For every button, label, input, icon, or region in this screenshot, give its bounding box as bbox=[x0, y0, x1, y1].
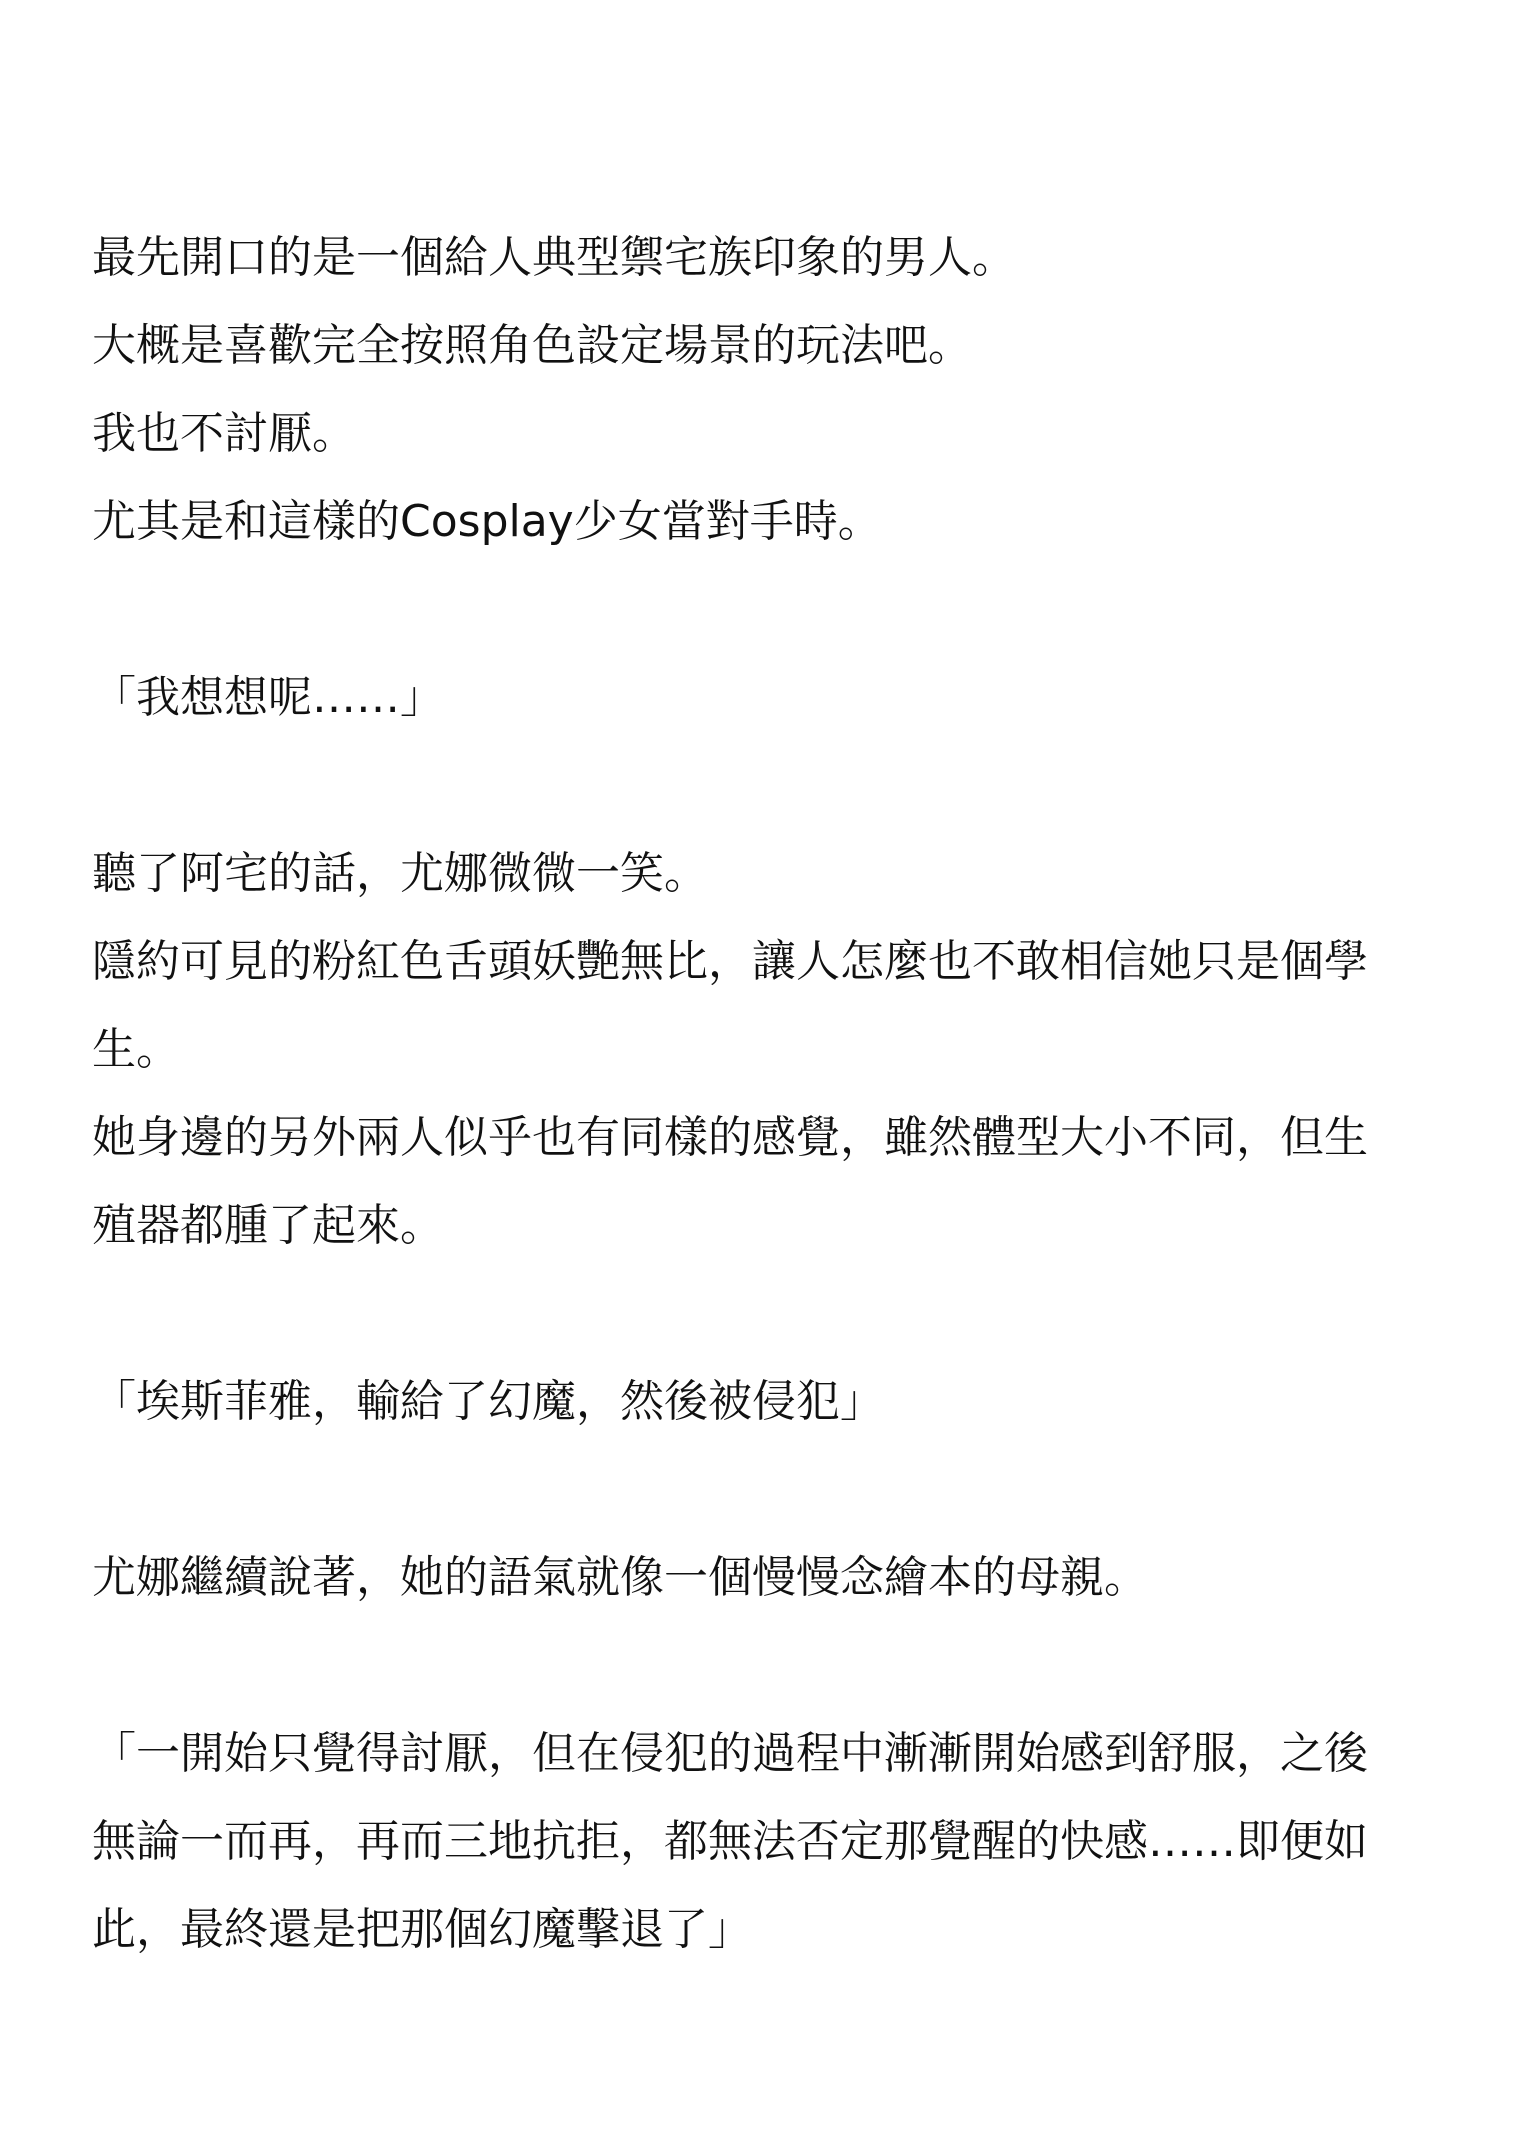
text-line-3: 我也不討厭。 bbox=[92, 408, 356, 459]
dialogue-line-3c: 此，最終還是把那個幻魔擊退了」 bbox=[92, 1904, 752, 1955]
dialogue-line-2: 「埃斯菲雅，輸給了幻魔，然後被侵犯」 bbox=[92, 1376, 884, 1427]
text-line-9: 殖器都腫了起來。 bbox=[92, 1200, 444, 1251]
text-body bbox=[92, 214, 1432, 1974]
text-line-2: 大概是喜歡完全按照角色設定場景的玩法吧。 bbox=[92, 320, 972, 371]
text-line-1: 最先開口的是一個給人典型禦宅族印象的男人。 bbox=[92, 232, 1016, 283]
blank-line bbox=[92, 566, 1432, 654]
text-line-6: 隱約可見的粉紅色舌頭妖艷無比，讓人怎麼也不敢相信她只是個學 bbox=[92, 936, 1368, 987]
text-line-7: 生。 bbox=[92, 1024, 180, 1075]
text-line-5: 聽了阿宅的話，尤娜微微一笑。 bbox=[92, 848, 708, 899]
dialogue-line-1: 「我想想呢……」 bbox=[92, 672, 444, 723]
text-line-4: 尤其是和這樣的Cosplay少女當對手時。 bbox=[92, 496, 882, 547]
dialogue-line-3b: 無論一而再，再而三地抗拒，都無法否定那覺醒的快感……即便如 bbox=[92, 1816, 1368, 1867]
blank-line bbox=[92, 1622, 1432, 1710]
blank-line bbox=[92, 1270, 1432, 1358]
text-line-10: 尤娜繼續說著，她的語氣就像一個慢慢念繪本的母親。 bbox=[92, 1552, 1148, 1603]
dialogue-line-3a: 「一開始只覺得討厭，但在侵犯的過程中漸漸開始感到舒服，之後 bbox=[92, 1728, 1368, 1779]
blank-line bbox=[92, 1446, 1432, 1534]
text-line-8: 她身邊的另外兩人似乎也有同樣的感覺，雖然體型大小不同，但生 bbox=[92, 1112, 1368, 1163]
blank-line bbox=[92, 742, 1432, 830]
